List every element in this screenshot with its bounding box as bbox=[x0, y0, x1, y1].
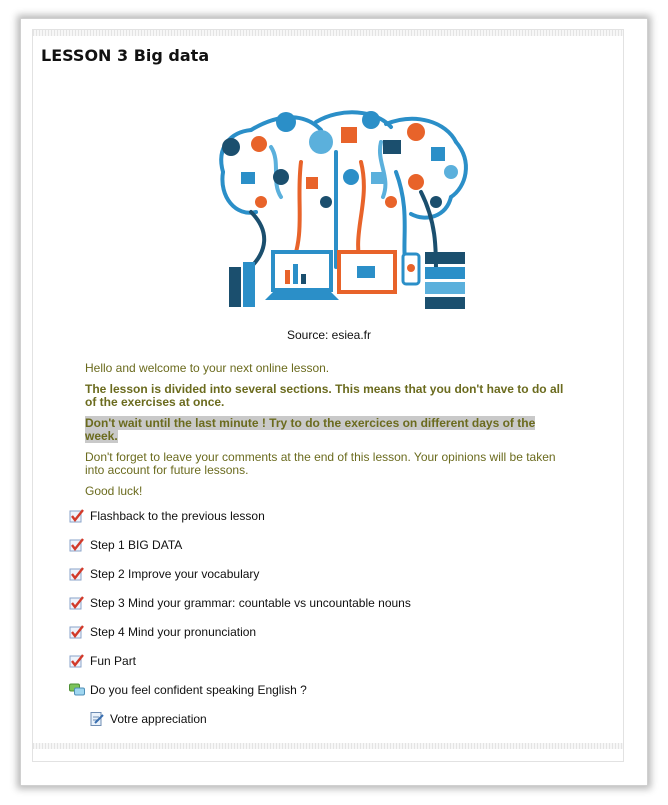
feedback-icon bbox=[89, 712, 105, 726]
checklist-icon bbox=[69, 567, 85, 581]
lesson-intro bbox=[85, 362, 565, 506]
section-label: Flashback to the previous lesson bbox=[90, 509, 265, 523]
section-label: Votre appreciation bbox=[110, 712, 207, 726]
image-caption: Source: esiea.fr bbox=[286, 328, 372, 342]
checklist-icon bbox=[69, 509, 85, 523]
top-divider bbox=[33, 30, 623, 36]
section-forum[interactable] bbox=[69, 683, 411, 712]
section-label: Step 4 Mind your pronunciation bbox=[90, 625, 257, 639]
big-data-illustration bbox=[211, 102, 471, 312]
section-step-3[interactable] bbox=[69, 596, 411, 625]
lesson-content bbox=[32, 29, 624, 762]
section-step-2[interactable] bbox=[69, 567, 411, 596]
checklist-icon bbox=[69, 596, 85, 610]
lesson-sections bbox=[69, 509, 411, 741]
welcome-text: Hello and welcome to your next online lesson. bbox=[85, 361, 330, 375]
warning-highlight: Don't wait until the last minute ! Try to do the exercices on different days of the week. bbox=[85, 416, 536, 443]
section-flashback[interactable] bbox=[69, 509, 411, 538]
section-label: Step 1 BIG DATA bbox=[90, 538, 183, 552]
section-fun-part[interactable] bbox=[69, 654, 411, 683]
checklist-icon bbox=[69, 538, 85, 552]
page-title: LESSON 3 Big data bbox=[41, 46, 210, 65]
lesson-frame bbox=[20, 18, 648, 786]
checklist-icon bbox=[69, 654, 85, 668]
checklist-icon bbox=[69, 625, 85, 639]
section-feedback[interactable] bbox=[89, 712, 411, 741]
comments-note: Don't forget to leave your comments at the end of this lesson. Your opinions will be taken into account for future lessons. bbox=[85, 450, 556, 477]
forum-icon bbox=[69, 683, 85, 697]
section-label: Step 2 Improve your vocabulary bbox=[90, 567, 260, 581]
section-label: Do you feel confident speaking English ? bbox=[90, 683, 307, 697]
sections-note: The lesson is divided into several sections. This means that you don't have to do all of the exercises at once. bbox=[85, 382, 564, 409]
bottom-divider bbox=[33, 743, 623, 749]
section-step-4[interactable] bbox=[69, 625, 411, 654]
section-step-1[interactable] bbox=[69, 538, 411, 567]
good-luck-text: Good luck! bbox=[85, 484, 143, 498]
section-label: Fun Part bbox=[90, 654, 137, 668]
section-label: Step 3 Mind your grammar: countable vs uncountable nouns bbox=[90, 596, 411, 610]
